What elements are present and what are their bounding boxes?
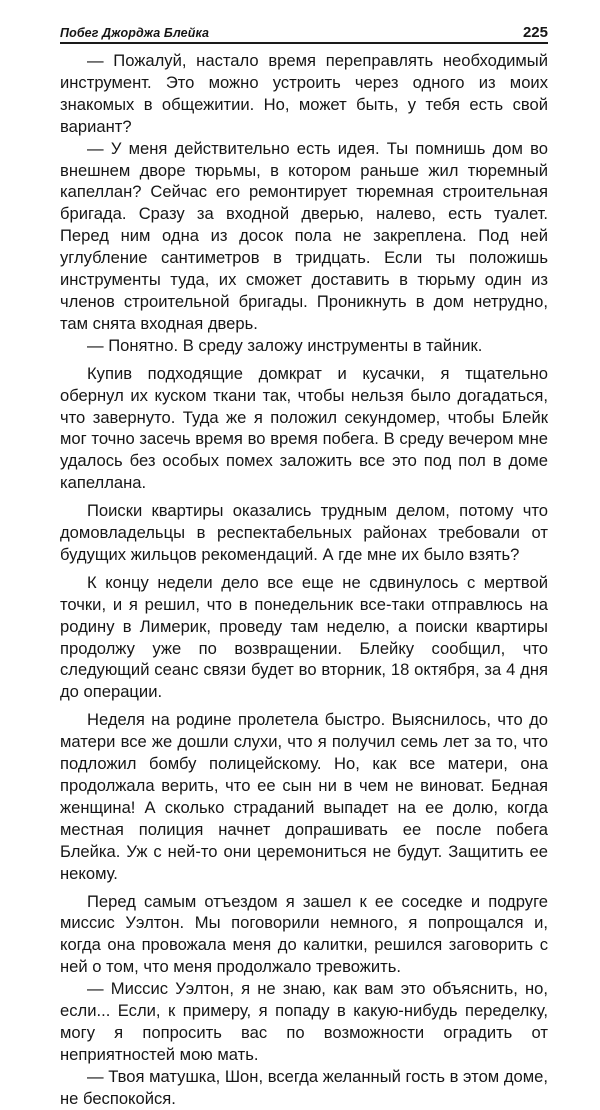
paragraph-7: Неделя на родине пролетела быстро. Выяснилось, что до матери все же дошли слухи, что я получил семь лет за то, что подложил бомбу полицейскому. Но, как все матери, она продолжала верить, что ее сын ни в чем не виноват. Бедная женщина! А сколько страданий выпадет на ее долю, когда местная полиция начнет допрашивать ее после побега Блейка. Уж с ней-то они церемониться не будут. Защитить ее некому. xyxy=(60,710,548,883)
paragraph-6: К концу недели дело все еще не сдвинулось с мертвой точки, и я решил, что в понедельник все-таки отправлюсь на родину в Лимерик, проведу там неделю, а поиски квартиры продолжу уже по возвращении. Блейку сообщил, что следующий сеанс связи будет во вторник, 18 октября, за 4 дня до операции. xyxy=(60,572,548,702)
paragraph-1: — Пожалуй, настало время переправлять необходимый инструмент. Это можно устроить через одного из моих знакомых в общежитии. Но, может быть, у тебя есть свой вариант? xyxy=(60,51,548,136)
paragraph-8: Перед самым отъездом я зашел к ее соседке и подруге миссис Уэлтон. Мы поговорили немного, я попрощался и, когда она провожала меня до калитки, решился заговорить с ней о том, что меня продолжало тревожить. xyxy=(60,891,548,977)
paragraph-3: — Понятно. В среду заложу инструменты в тайник. xyxy=(87,335,483,355)
paragraph-4: Купив подходящие домкрат и кусачки, я тщательно обернул их куском ткани так, чтобы нельзя было догадаться, что завернуто. Туда же я положил секундомер, чтобы Блейк мог точно засечь время во время побега. В среду вечером мне удалось без особых помех заложить все это под пол в доме капеллана. xyxy=(60,363,548,493)
paragraph-2: — У меня действительно есть идея. Ты помнишь дом во внешнем дворе тюрьмы, в котором раньше жил тюремный капеллан? Сейчас его ремонтирует тюремная строительная бригада. Сразу за входной дверью, налево, есть туалет. Перед ним одна из досок пола не закреплена. Под ней углубление сантиметров в тридцать. Если ты положишь инструменты туда, их сможет доставить в тюрьму один из членов строительной бригады. Проникнуть в дом нетрудно, там снята входная дверь. xyxy=(60,138,548,333)
running-header xyxy=(60,22,548,40)
body-text xyxy=(60,50,548,1110)
paragraph-10: — Твоя матушка, Шон, всегда желанный гость в этом доме, не беспокойся. xyxy=(60,1066,548,1108)
paragraph-5: Поиски квартиры оказались трудным делом, потому что домовладельцы в респектабельных районах требовали от будущих жильцов рекомендаций. А где мне их было взять? xyxy=(60,501,548,564)
header-rule xyxy=(60,42,548,44)
paragraph-9: — Миссис Уэлтон, я не знаю, как вам это объяснить, но, если... Если, к примеру, я попаду в какую-нибудь переделку, могу я попросить вас по возможности оградить от неприятностей мою мать. xyxy=(60,979,548,1064)
page-number: 225 xyxy=(522,24,548,41)
running-title: Побег Джорджа Блейка xyxy=(60,26,210,40)
book-page xyxy=(60,22,548,1110)
